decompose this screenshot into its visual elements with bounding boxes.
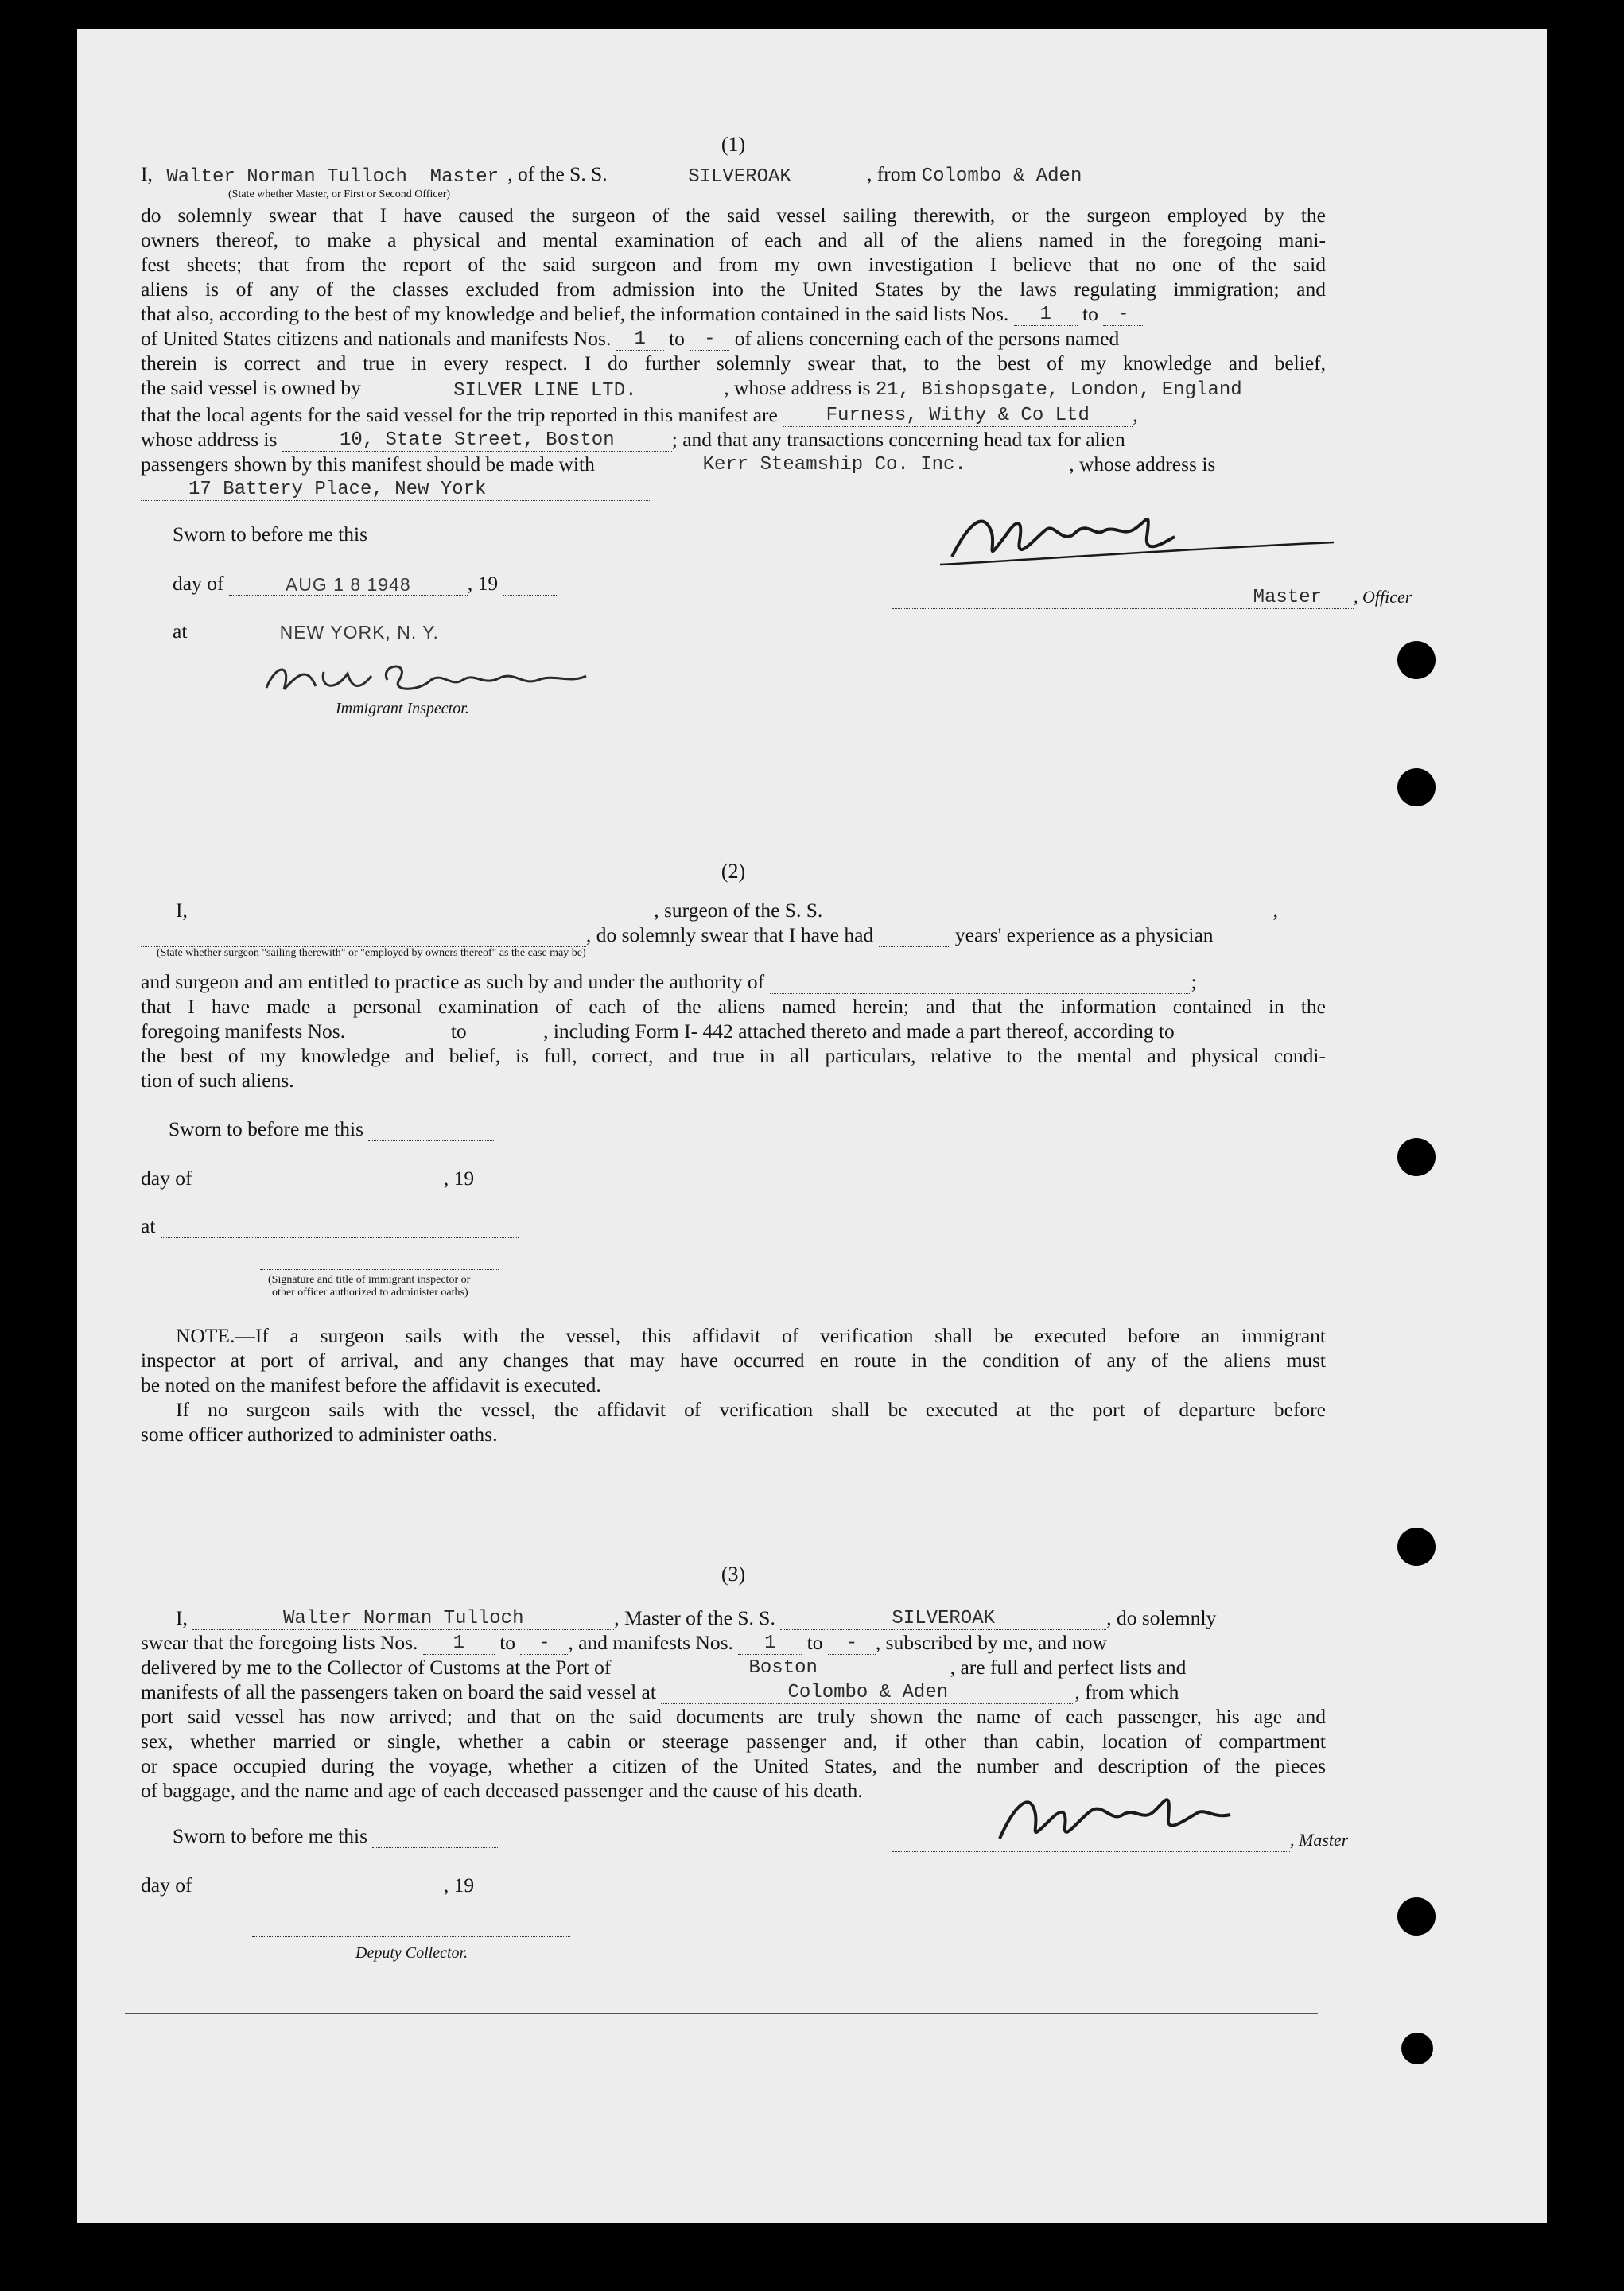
ship-name-field: SILVEROAK xyxy=(612,167,867,188)
years-field xyxy=(879,926,950,947)
note-paragraph: NOTE.—If a surgeon sails with the vessel, this affidavit of verification shall be executed before an immigrant xyxy=(176,1324,1326,1347)
master-line: I, Walter Norman Tulloch Master , of the S. S. SILVEROAK , from Colombo & Aden xyxy=(141,162,1082,188)
tax-address-field: 17 Battery Place, New York xyxy=(141,480,650,501)
manifests-from-field: 1 xyxy=(616,329,664,351)
date-stamp: AUG 1 8 1948 xyxy=(229,574,468,596)
master-name-field: Walter Norman Tulloch Master xyxy=(157,167,507,188)
surgeon-state-note: (State whether surgeon "sailing therewith" or "employed by owners thereof" as the case may be) xyxy=(157,947,586,959)
owner-address-field: 21, Bishopsgate, London, England xyxy=(875,379,1242,401)
bottom-rule xyxy=(125,2013,1318,2014)
section-1-signatures: Sworn to before me this day of AUG 1 8 1948 , 19 at NEW YORK, N. Y. Immigrant Inspector. Master , Officer xyxy=(141,501,1326,708)
officer-rank-field: Master xyxy=(892,588,1354,609)
lists-to-field: - xyxy=(1103,305,1143,326)
punch-hole xyxy=(1397,768,1436,806)
punch-hole xyxy=(1401,2033,1433,2064)
section-2-number: (2) xyxy=(721,860,746,883)
officer-label: , Officer xyxy=(1354,587,1412,607)
punch-hole xyxy=(1397,641,1436,679)
section-1-number: (1) xyxy=(721,133,746,156)
agents-address-field: 10, State Street, Boston xyxy=(282,430,672,452)
section-3-signatures: Sworn to before me this , Master day of , 19 Deputy Collector. xyxy=(141,1803,1326,1986)
lists-from-field: 1 xyxy=(1014,305,1078,326)
surgeon-ship-field xyxy=(828,901,1273,922)
master-label: , Master xyxy=(1290,1830,1349,1850)
from-port-field: Colombo & Aden xyxy=(921,165,1082,187)
manifest-page xyxy=(77,29,1547,2223)
punch-hole xyxy=(1397,1138,1436,1176)
section-3-number: (3) xyxy=(721,1563,746,1586)
tax-agent-field: Kerr Steamship Co. Inc. xyxy=(600,455,1069,476)
owner-field: SILVER LINE LTD. xyxy=(366,381,724,402)
sec3-name-field: Walter Norman Tulloch xyxy=(192,1609,614,1630)
port-field: Boston xyxy=(616,1658,950,1679)
punch-hole xyxy=(1397,1897,1436,1936)
place-stamp: NEW YORK, N. Y. xyxy=(192,622,526,643)
departure-ports-field: Colombo & Aden xyxy=(661,1683,1074,1704)
authority-field xyxy=(770,973,1191,994)
surgeon-name-field xyxy=(192,901,654,922)
manifests-to-field: - xyxy=(690,329,729,351)
inspector-label: Immigrant Inspector. xyxy=(336,700,469,717)
section-2-signatures: Sworn to before me this day of , 19 at (Signature and title of immigrant inspector or other officer authorized to administer oaths) xyxy=(141,1093,1326,1323)
agents-field: Furness, Withy & Co Ltd xyxy=(783,406,1133,427)
collector-label: Deputy Collector. xyxy=(355,1944,468,1962)
sec3-ship-field: SILVEROAK xyxy=(780,1609,1106,1630)
punch-hole xyxy=(1397,1528,1436,1566)
state-note: (State whether Master, or First or Second Officer) xyxy=(228,188,451,200)
officer-signature xyxy=(936,501,1350,577)
oath-document: (1) I, Walter Norman Tulloch Master , of the S. S. SILVEROAK , from Colombo & Aden (State whether Master, or First or Second Officer) do solemnly swear that I have caused the surgeon of the said vessel sailing therewith, or the surgeon employed by the owners thereof, to make a physical and mental examination of each and all of the aliens named in the foregoing mani- fest sheets; that from the report of the said surgeon and from my own investigation I believe that no one of the said aliens is of any of the classes excluded from admission into the United States by the laws regulating immigration; and that also, according to the best of my knowledge and belief, the information contained in the said lists Nos. 1 to - of United States citizens and nationals and manifests Nos. 1 to - of aliens concerning each of the persons named therein is correct and true in every respect. I do further solemnly swear that, to the best of my knowledge and belief, the said vessel is owned by SILVER LINE LTD. , whose address is 21, Bishopsgate, London, England that the local agents for the said vessel for the trip reported in this manifest are Furness, Withy & Co Ltd , whose address is 10, State Street, Boston ; and that any transactions concerning head tax for alien passengers shown by this manifest should be made with Kerr Steamship Co. Inc. , whose address is 17 Battery Place, New York Sworn to before me this day of AUG 1 8 1948 , 19 at NEW YORK, N. Y. Immigrant Inspector. Master , Officer (2) I, , surgeon of the S. S. , , do solemnly swear that I have had years' experience as a physician (State whether surgeon "sailing therewith" or "employed by owners thereof" as the case may be) and surgeon and am entitled to practice as such by and under the authority of ; that I have made a personal examination of each of the aliens named herein; and that the information contained in the foregoing manifests Nos. to , including Form I- 442 attached thereto and made a part thereof, according to the best of my knowledge and belief, is full, correct, and true in all particulars, relative to the mental and physical condi- tion of such aliens. Sworn to before me this day of , 19 at (Signature and title of immigrant inspector or other officer authorized to administer oaths) NOTE.—If a surgeon sails with the vessel, this affidavit of verification shall be executed before an immigrant inspector at port of arrival, and any changes that may have occurred en route in the condition of any of the aliens must be noted on the manifest before the affidavit is executed. If no surgeon sails with the vessel, the affidavit of verification shall be executed at the port of departure before some officer authorized to administer oaths. (3) I, Walter Norman Tulloch , Master of the S. S. SILVEROAK , do solemnly swear that the foregoing lists Nos. 1 to - , and manifests Nos. 1 to - , subscribed by me, and now delivered by me to the Collector of Customs at the Port of Boston , are full and perfect lists and manifests of all the passengers taken on board the said vessel at Colombo & Aden , from which port said vessel has now arrived; and that on the said documents are truly shown the name of each passenger, his age and sex, whether married or single, whether a cabin or steerage passenger and, if other than cabin, location of compartment or space occupied during the voyage, whether a citizen of the United States, and the number and description of the pieces of baggage, and the name and age of each deceased passenger and the cause of his death. Sworn to before me this , Master day of , 19 Deputy Collector. xyxy=(141,124,1326,1986)
